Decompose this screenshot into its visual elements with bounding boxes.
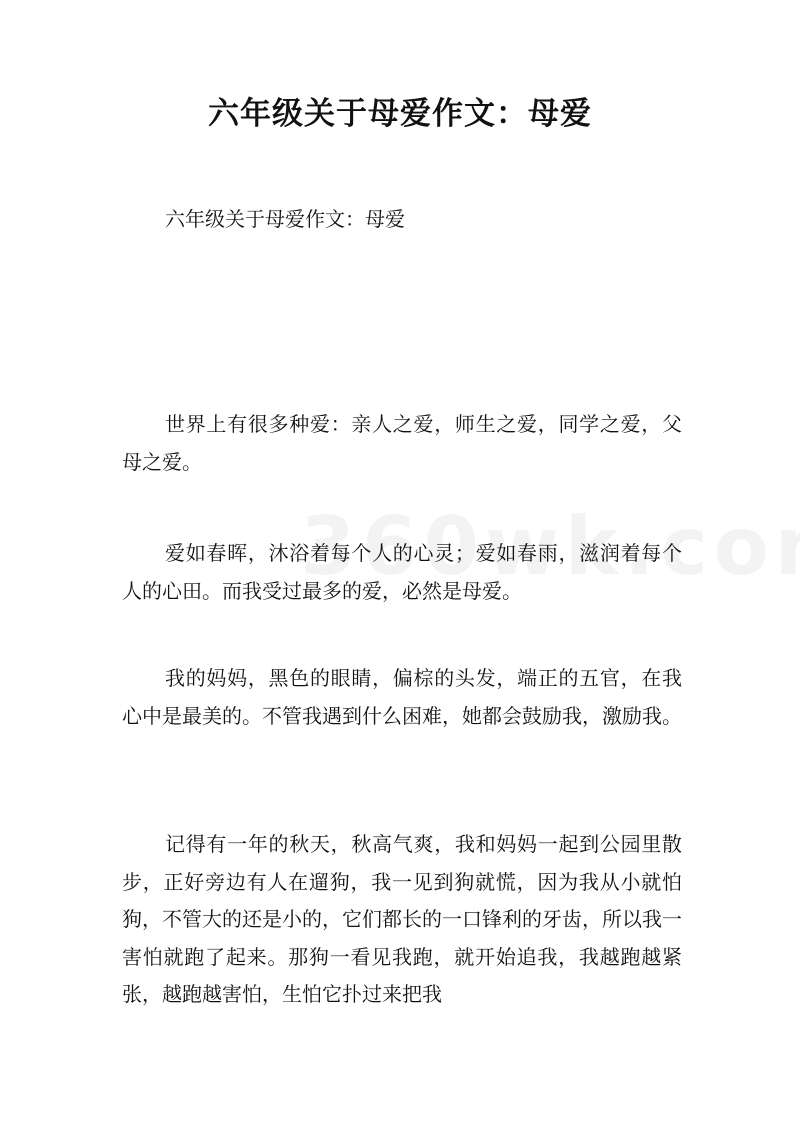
paragraph: 爱如春晖，沐浴着每个人的心灵；爱如春雨，滋润着每个人的心田。而我受过最多的爱，必然是母爱。 xyxy=(122,541,682,603)
paragraph: 我的妈妈，黑色的眼睛，偏棕的头发，端正的五官，在我心中是最美的。不管我遇到什么困难，她都会鼓励我，激励我。 xyxy=(122,666,682,728)
document-subtitle: 六年级关于母爱作文：母爱 xyxy=(165,207,405,231)
paragraph: 记得有一年的秋天，秋高气爽，我和妈妈一起到公园里散步，正好旁边有人在遛狗，我一见到狗就慌，因为我从小就怕狗，不管大的还是小的，它们都长的一口锋利的牙齿，所以我一害怕就跑了起来。那狗一看见我跑，就开始追我，我越跑越紧张，越跑越害怕，生怕它扑过来把我 xyxy=(122,832,682,1006)
page-title: 六年级关于母爱作文：母爱 xyxy=(208,96,592,132)
paragraph: 世界上有很多种爱：亲人之爱，师生之爱，同学之爱，父母之爱。 xyxy=(122,412,682,474)
